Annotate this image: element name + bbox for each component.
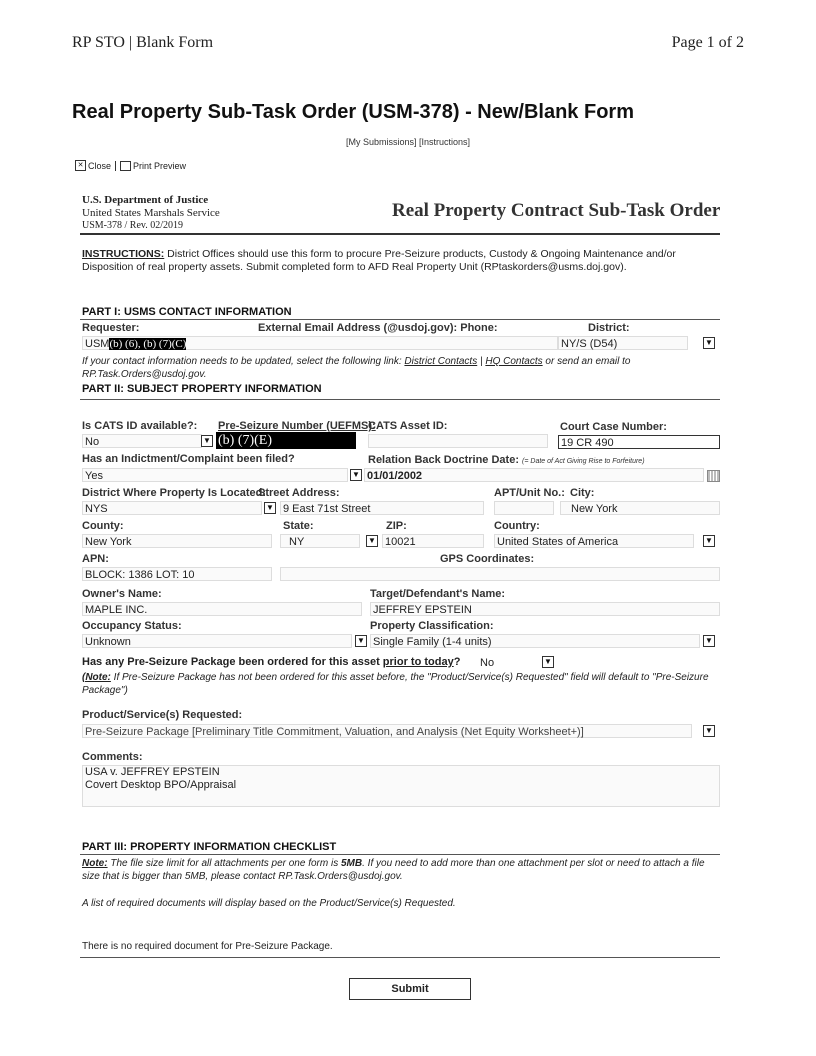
preseizure-select[interactable]	[478, 656, 538, 670]
cats-label: Is CATS ID available?:	[82, 420, 198, 432]
county-field[interactable]	[82, 534, 272, 548]
apn-field[interactable]	[82, 567, 272, 581]
district-located-value: NYS	[85, 503, 108, 515]
street-field[interactable]	[280, 501, 484, 515]
page-header-left: RP STO | Blank Form	[72, 34, 214, 51]
preseizure-note	[82, 671, 722, 697]
page-title: Real Property Sub-Task Order (USM-378) - New/Blank Form	[72, 101, 634, 123]
attachment-note-label: Note:	[82, 858, 108, 869]
owner-label: Owner's Name:	[82, 588, 162, 600]
classification-label: Property Classification:	[370, 620, 494, 632]
occupancy-value: Unknown	[85, 636, 131, 648]
county-label: County:	[82, 520, 124, 532]
chevron-down-icon[interactable]: ▼	[201, 435, 213, 447]
requester-field[interactable]	[82, 336, 558, 350]
divider	[80, 399, 720, 400]
state-value: NY	[289, 536, 305, 548]
target-label: Target/Defendant's Name:	[370, 588, 506, 600]
relation-back-hint: (= Date of Act Giving Rise to Forfeiture)	[522, 458, 645, 465]
print-preview-button[interactable]: Print Preview	[133, 160, 187, 171]
owner-value: MAPLE INC.	[85, 604, 148, 616]
district-located-label: District Where Property Is Located:	[82, 487, 266, 499]
city-label: City:	[570, 487, 595, 499]
divider	[80, 957, 720, 958]
instructions-label: INSTRUCTIONS:	[82, 248, 165, 260]
district-value: NY/S (D54)	[561, 338, 618, 350]
cats-asset-label: CATS Asset ID:	[368, 420, 448, 432]
chevron-down-icon[interactable]: ▼	[703, 337, 715, 349]
uefms-label: Pre-Seizure Number (UEFMS):	[218, 420, 376, 432]
instructions	[82, 248, 722, 274]
zip-field[interactable]	[382, 534, 484, 548]
note-end: or send an email to RP.Task.Orders@usdoj.gov.	[82, 356, 631, 380]
country-value: United States of America	[497, 536, 619, 548]
attachment-note-a: The file size limit for all attachments per one form is	[107, 858, 341, 869]
part1-title: PART I: USMS CONTACT INFORMATION	[82, 306, 292, 318]
chevron-down-icon[interactable]: ▼	[703, 725, 715, 737]
occupancy-select[interactable]	[82, 634, 352, 648]
apt-label: APT/Unit No.:	[494, 487, 565, 499]
divider	[80, 854, 720, 855]
agency-line3: USM-378 / Rev. 02/2019	[82, 220, 184, 231]
state-label: State:	[283, 520, 314, 532]
state-select[interactable]	[280, 534, 360, 548]
cats-select[interactable]	[82, 434, 202, 448]
target-value: JEFFREY EPSTEIN	[373, 604, 472, 616]
hq-contacts-link[interactable]: HQ Contacts	[485, 356, 543, 367]
toolbar	[75, 160, 186, 171]
calendar-icon[interactable]	[707, 470, 720, 482]
chevron-down-icon[interactable]: ▼	[366, 535, 378, 547]
zip-label: ZIP:	[386, 520, 407, 532]
chevron-down-icon[interactable]: ▼	[703, 535, 715, 547]
preseizure-note-text: If Pre-Seizure Package has not been ordered for this asset before, the "Product/Service(s) Requested" field will default to "Pre-Seizure Package")	[82, 672, 709, 696]
close-icon[interactable]: ✕	[75, 160, 86, 171]
email-phone-label: External Email Address (@usdoj.gov): Phone:	[258, 322, 498, 334]
indictment-value: Yes	[85, 470, 103, 482]
gps-field[interactable]	[280, 567, 720, 581]
page-number: Page 1 of 2	[671, 34, 744, 51]
city-field[interactable]	[560, 501, 720, 515]
preseizure-question-end: ?	[453, 656, 461, 668]
chevron-down-icon[interactable]: ▼	[703, 635, 715, 647]
preseizure-question-underlined: prior to today	[382, 656, 454, 668]
toolbar-divider	[115, 161, 116, 171]
preseizure-note-label: (Note:	[82, 672, 111, 683]
country-label: Country:	[494, 520, 540, 532]
divider	[80, 319, 720, 320]
district-label: District:	[588, 322, 630, 334]
country-select[interactable]	[494, 534, 694, 548]
part2-title: PART II: SUBJECT PROPERTY INFORMATION	[82, 383, 322, 395]
comments-line: USA v. JEFFREY EPSTEIN	[85, 766, 220, 778]
requester-label: Requester:	[82, 322, 140, 334]
close-button[interactable]: Close	[88, 160, 112, 171]
court-case-field[interactable]	[558, 435, 720, 449]
apn-value: BLOCK: 1386 LOT: 10	[85, 569, 195, 581]
comments-textarea[interactable]	[82, 765, 720, 807]
relation-back-date-field[interactable]	[364, 468, 704, 482]
preseizure-value: No	[480, 657, 495, 669]
indictment-label: Has an Indictment/Complaint been filed?	[82, 453, 295, 465]
form-title: Real Property Contract Sub-Task Order	[392, 200, 721, 221]
attachment-note	[82, 857, 722, 883]
city-value: New York	[571, 503, 618, 515]
occupancy-label: Occupancy Status:	[82, 620, 182, 632]
preseizure-question	[82, 656, 460, 668]
redaction: (b) (7)(E)	[216, 432, 356, 449]
classification-value: Single Family (1-4 units)	[373, 636, 492, 648]
owner-field[interactable]	[82, 602, 362, 616]
relation-back-label	[368, 454, 645, 466]
district-field[interactable]	[558, 336, 688, 350]
chevron-down-icon[interactable]: ▼	[542, 656, 554, 668]
agency-line2: United States Marshals Service	[82, 207, 220, 219]
preseizure-question-a: Has any Pre-Seizure Package been ordered for this asset	[82, 656, 383, 668]
attachment-note-b: . If you need to add more than one attachment per slot or need to attach a file size that is bigger than 5MB, please contact RP.Task.Orders@usdoj.gov.	[82, 858, 705, 882]
gps-label: GPS Coordinates:	[440, 553, 535, 565]
district-located-select[interactable]	[82, 501, 262, 515]
street-value: 9 East 71st Street	[283, 503, 371, 515]
comments-label: Comments:	[82, 751, 143, 763]
no-required-docs: There is no required document for Pre-Seizure Package.	[82, 941, 333, 952]
redaction: (b) (6), (b) (7)(C)	[109, 338, 187, 350]
indictment-select[interactable]	[82, 468, 348, 482]
court-case-value: 19 CR 490	[561, 437, 614, 449]
attachment-note-bold: 5MB	[340, 858, 363, 869]
note-text: If your contact information needs to be updated, select the following link:	[82, 356, 405, 367]
chevron-down-icon[interactable]: ▼	[264, 502, 276, 514]
print-icon[interactable]	[120, 161, 131, 171]
apt-field[interactable]	[494, 501, 554, 515]
apn-label: APN:	[82, 553, 109, 565]
classification-select[interactable]	[370, 634, 700, 648]
form-title-rule	[80, 233, 720, 235]
submit-button[interactable]: Submit	[349, 978, 471, 1000]
product-label: Product/Service(s) Requested:	[82, 709, 243, 721]
agency-line1: U.S. Department of Justice	[82, 194, 209, 206]
submission-links[interactable]: [My Submissions] [Instructions]	[345, 137, 471, 147]
relation-back-text: Relation Back Doctrine Date:	[368, 454, 519, 466]
cats-value: No	[85, 436, 100, 448]
court-case-label: Court Case Number:	[560, 421, 667, 433]
required-docs-note: A list of required documents will display based on the Product/Service(s) Requested.	[82, 898, 456, 909]
requester-prefix: USM	[85, 338, 110, 350]
cats-asset-field[interactable]	[368, 434, 548, 448]
part3-title: PART III: PROPERTY INFORMATION CHECKLIST	[82, 841, 337, 853]
target-field[interactable]	[370, 602, 720, 616]
relation-back-value: 01/01/2002	[367, 470, 423, 482]
street-label: Street Address:	[258, 487, 340, 499]
instructions-text: District Offices should use this form to procure Pre-Seizure products, Custody & Ongoing Maintenance and/or Disposition of real property assets. Submit completed form to AFD Real Property Unit (RPtaskorders@usms.doj.gov).	[82, 248, 676, 273]
contact-update-note	[82, 355, 722, 381]
zip-value: 10021	[385, 536, 416, 548]
product-value: Pre-Seizure Package [Preliminary Title Commitment, Valuation, and Analysis (Net Equity Worksheet+)]	[85, 726, 584, 738]
note-separator: |	[477, 356, 486, 367]
county-value: New York	[85, 536, 132, 548]
district-contacts-link[interactable]: District Contacts	[404, 356, 478, 367]
product-select[interactable]	[82, 724, 692, 738]
chevron-down-icon[interactable]: ▼	[355, 635, 367, 647]
comments-line: Covert Desktop BPO/Appraisal	[85, 779, 237, 791]
chevron-down-icon[interactable]: ▼	[350, 469, 362, 481]
